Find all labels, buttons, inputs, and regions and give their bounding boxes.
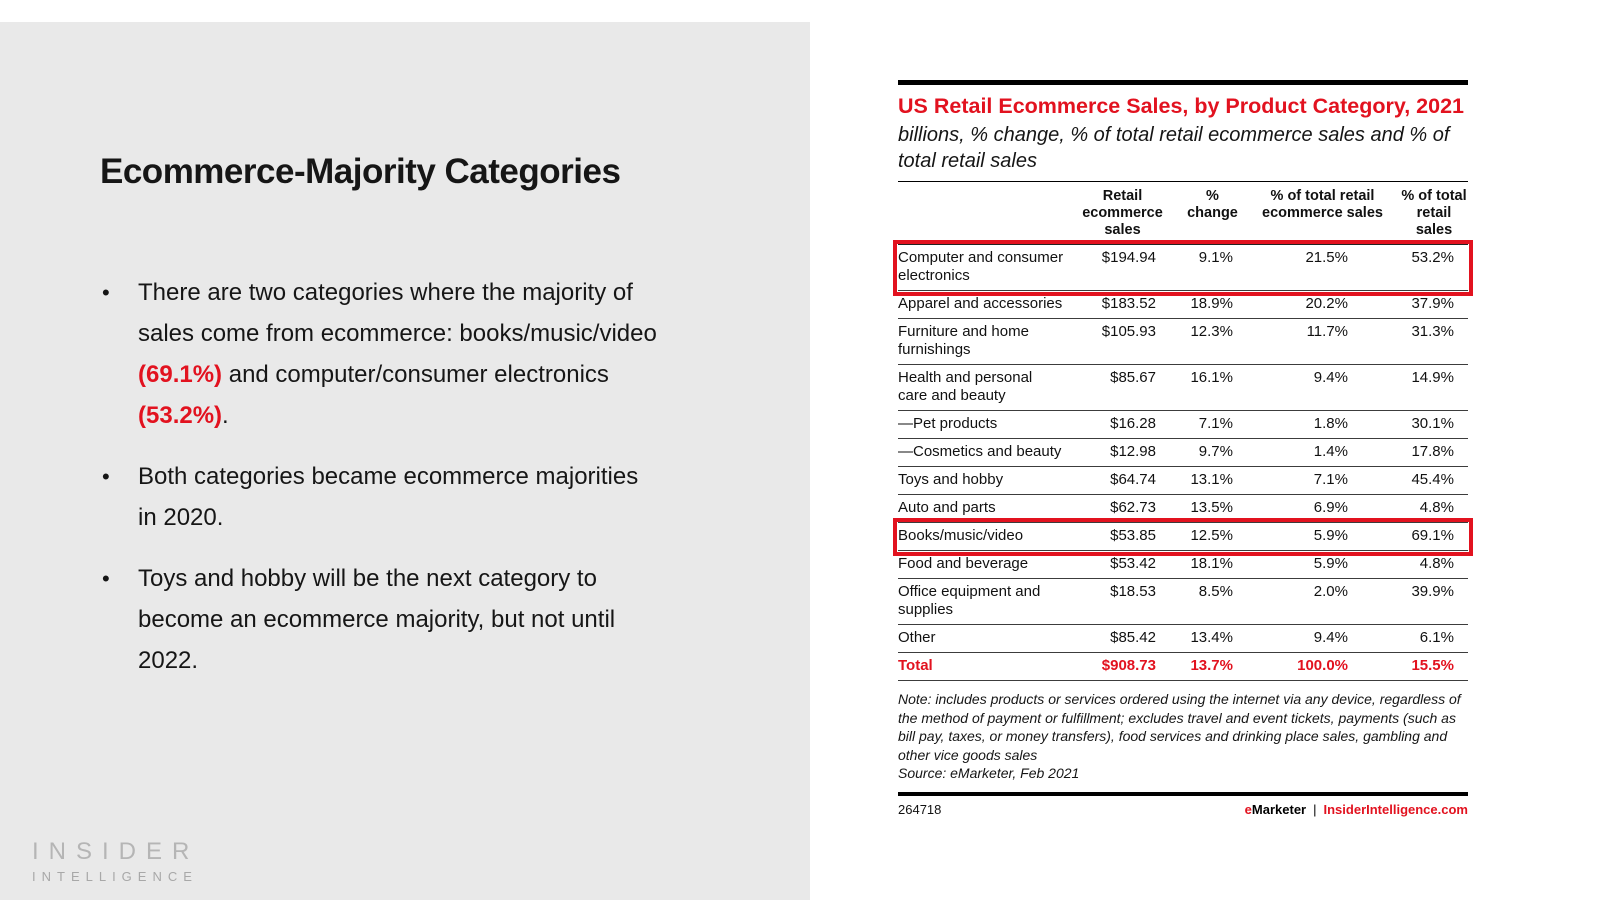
bullet-text: There are two categories where the majority of sales come from ecommerce: books/music/video bbox=[138, 279, 657, 347]
value-cell: 7.1% bbox=[1180, 411, 1245, 439]
chart-footer-brand bbox=[1245, 802, 1468, 817]
category-table bbox=[898, 182, 1468, 681]
value-cell: 12.3% bbox=[1180, 319, 1245, 365]
value-cell: $183.52 bbox=[1065, 291, 1180, 319]
chart-note: Note: includes products or services ordered using the internet via any device, regardless of the method of payment or fulfillment; excludes travel and event tickets, payments (such as bill pay, taxes, or money transfers), food services and drinking place sales, gambling and other vice goods sales bbox=[898, 691, 1461, 763]
category-cell: Health and personal care and beauty bbox=[898, 365, 1065, 411]
category-cell: Computer and consumer electronics bbox=[898, 245, 1065, 291]
value-cell: 6.9% bbox=[1245, 495, 1400, 523]
value-cell: 12.5% bbox=[1180, 523, 1245, 551]
table-row bbox=[898, 579, 1468, 625]
value-cell: 7.1% bbox=[1245, 467, 1400, 495]
value-cell: 30.1% bbox=[1400, 411, 1468, 439]
value-cell: $105.93 bbox=[1065, 319, 1180, 365]
bullet-text: . bbox=[222, 402, 229, 429]
value-cell: 20.2% bbox=[1245, 291, 1400, 319]
bullet-item bbox=[100, 558, 660, 681]
category-cell: Total bbox=[898, 653, 1065, 681]
table-row bbox=[898, 245, 1468, 291]
value-cell: 15.5% bbox=[1400, 653, 1468, 681]
chart-subtitle: billions, % change, % of total retail ecommerce sales and % of total retail sales bbox=[898, 124, 1450, 172]
category-cell: Other bbox=[898, 625, 1065, 653]
value-cell: 5.9% bbox=[1245, 523, 1400, 551]
value-cell: $908.73 bbox=[1065, 653, 1180, 681]
value-cell: $194.94 bbox=[1065, 245, 1180, 291]
value-cell: 31.3% bbox=[1400, 319, 1468, 365]
value-cell: 5.9% bbox=[1245, 551, 1400, 579]
category-cell: Furniture and home furnishings bbox=[898, 319, 1065, 365]
table-row bbox=[898, 625, 1468, 653]
value-cell: 45.4% bbox=[1400, 467, 1468, 495]
chart-bottom-rule bbox=[898, 792, 1468, 796]
chart-footer bbox=[898, 802, 1468, 817]
insider-intelligence-url: InsiderIntelligence.com bbox=[1323, 801, 1468, 817]
table-row bbox=[898, 439, 1468, 467]
column-header: Retail ecommerce sales bbox=[1065, 182, 1180, 245]
value-cell: $85.42 bbox=[1065, 625, 1180, 653]
footer-separator: | bbox=[1313, 801, 1317, 817]
value-cell: 16.1% bbox=[1180, 365, 1245, 411]
value-cell: 9.4% bbox=[1245, 365, 1400, 411]
value-cell: 13.7% bbox=[1180, 653, 1245, 681]
insider-intelligence-logo bbox=[32, 838, 199, 884]
value-cell: 1.4% bbox=[1245, 439, 1400, 467]
table-row bbox=[898, 291, 1468, 319]
value-cell: 6.1% bbox=[1400, 625, 1468, 653]
value-cell: 39.9% bbox=[1400, 579, 1468, 625]
value-cell: 9.1% bbox=[1180, 245, 1245, 291]
value-cell: $85.67 bbox=[1065, 365, 1180, 411]
bullet-list bbox=[100, 272, 660, 701]
highlight-stat: (53.2%) bbox=[138, 402, 223, 429]
highlight-stat: (69.1%) bbox=[138, 361, 223, 388]
chart-id: 264718 bbox=[898, 801, 942, 817]
value-cell: 1.8% bbox=[1245, 411, 1400, 439]
table-row bbox=[898, 495, 1468, 523]
column-header: % change bbox=[1180, 182, 1245, 245]
value-cell: 4.8% bbox=[1400, 495, 1468, 523]
category-cell: Auto and parts bbox=[898, 495, 1065, 523]
bullet-text: and computer/consumer electronics bbox=[222, 361, 609, 388]
header-row bbox=[898, 182, 1468, 245]
value-cell: 11.7% bbox=[1245, 319, 1400, 365]
value-cell: $64.74 bbox=[1065, 467, 1180, 495]
logo-line-intelligence: INTELLIGENCE bbox=[32, 869, 198, 884]
emarketer-logo-rest: Marketer bbox=[1251, 801, 1307, 817]
value-cell: $12.98 bbox=[1065, 439, 1180, 467]
value-cell: $53.42 bbox=[1065, 551, 1180, 579]
category-column-header bbox=[898, 182, 1065, 245]
value-cell: 18.9% bbox=[1180, 291, 1245, 319]
value-cell: 18.1% bbox=[1180, 551, 1245, 579]
value-cell: 8.5% bbox=[1180, 579, 1245, 625]
bullet-text: Both categories became ecommerce majorities in 2020. bbox=[138, 463, 639, 531]
bullet-item bbox=[100, 272, 660, 436]
value-cell: 9.4% bbox=[1245, 625, 1400, 653]
slide-title: Ecommerce-Majority Categories bbox=[100, 152, 621, 191]
category-table-body bbox=[898, 245, 1468, 681]
value-cell: 9.7% bbox=[1180, 439, 1245, 467]
table-row bbox=[898, 467, 1468, 495]
category-cell: Toys and hobby bbox=[898, 467, 1065, 495]
logo-line-insider: INSIDER bbox=[32, 838, 200, 865]
value-cell: 69.1% bbox=[1400, 523, 1468, 551]
chart-panel bbox=[898, 80, 1468, 817]
value-cell: $53.85 bbox=[1065, 523, 1180, 551]
chart-top-rule bbox=[898, 80, 1468, 85]
table-row bbox=[898, 551, 1468, 579]
slide-panel bbox=[0, 22, 810, 900]
bullet-text: Toys and hobby will be the next category to become an ecommerce majority, but not until 2022. bbox=[138, 565, 616, 674]
value-cell: 14.9% bbox=[1400, 365, 1468, 411]
table-row bbox=[898, 319, 1468, 365]
table-row bbox=[898, 411, 1468, 439]
category-cell: —Pet products bbox=[898, 411, 1065, 439]
value-cell: $62.73 bbox=[1065, 495, 1180, 523]
value-cell: 13.5% bbox=[1180, 495, 1245, 523]
chart-title: US Retail Ecommerce Sales, by Product Category, 2021 bbox=[898, 94, 1465, 118]
emarketer-logo-e: e bbox=[1244, 801, 1252, 817]
table-row bbox=[898, 653, 1468, 681]
table-row bbox=[898, 523, 1468, 551]
value-cell: 37.9% bbox=[1400, 291, 1468, 319]
column-header: % of total retail sales bbox=[1400, 182, 1468, 245]
value-cell: $16.28 bbox=[1065, 411, 1180, 439]
value-cell: 53.2% bbox=[1400, 245, 1468, 291]
column-header: % of total retail ecommerce sales bbox=[1245, 182, 1400, 245]
category-table-head bbox=[898, 182, 1468, 245]
value-cell: 13.4% bbox=[1180, 625, 1245, 653]
value-cell: 4.8% bbox=[1400, 551, 1468, 579]
category-cell: Food and beverage bbox=[898, 551, 1065, 579]
value-cell: 100.0% bbox=[1245, 653, 1400, 681]
category-cell: —Cosmetics and beauty bbox=[898, 439, 1065, 467]
value-cell: 13.1% bbox=[1180, 467, 1245, 495]
table-row bbox=[898, 365, 1468, 411]
value-cell: 17.8% bbox=[1400, 439, 1468, 467]
category-cell: Office equipment and supplies bbox=[898, 579, 1065, 625]
value-cell: 21.5% bbox=[1245, 245, 1400, 291]
bullet-item bbox=[100, 456, 660, 538]
category-cell: Apparel and accessories bbox=[898, 291, 1065, 319]
value-cell: 2.0% bbox=[1245, 579, 1400, 625]
chart-source: Source: eMarketer, Feb 2021 bbox=[898, 765, 1080, 781]
category-cell: Books/music/video bbox=[898, 523, 1065, 551]
value-cell: $18.53 bbox=[1065, 579, 1180, 625]
